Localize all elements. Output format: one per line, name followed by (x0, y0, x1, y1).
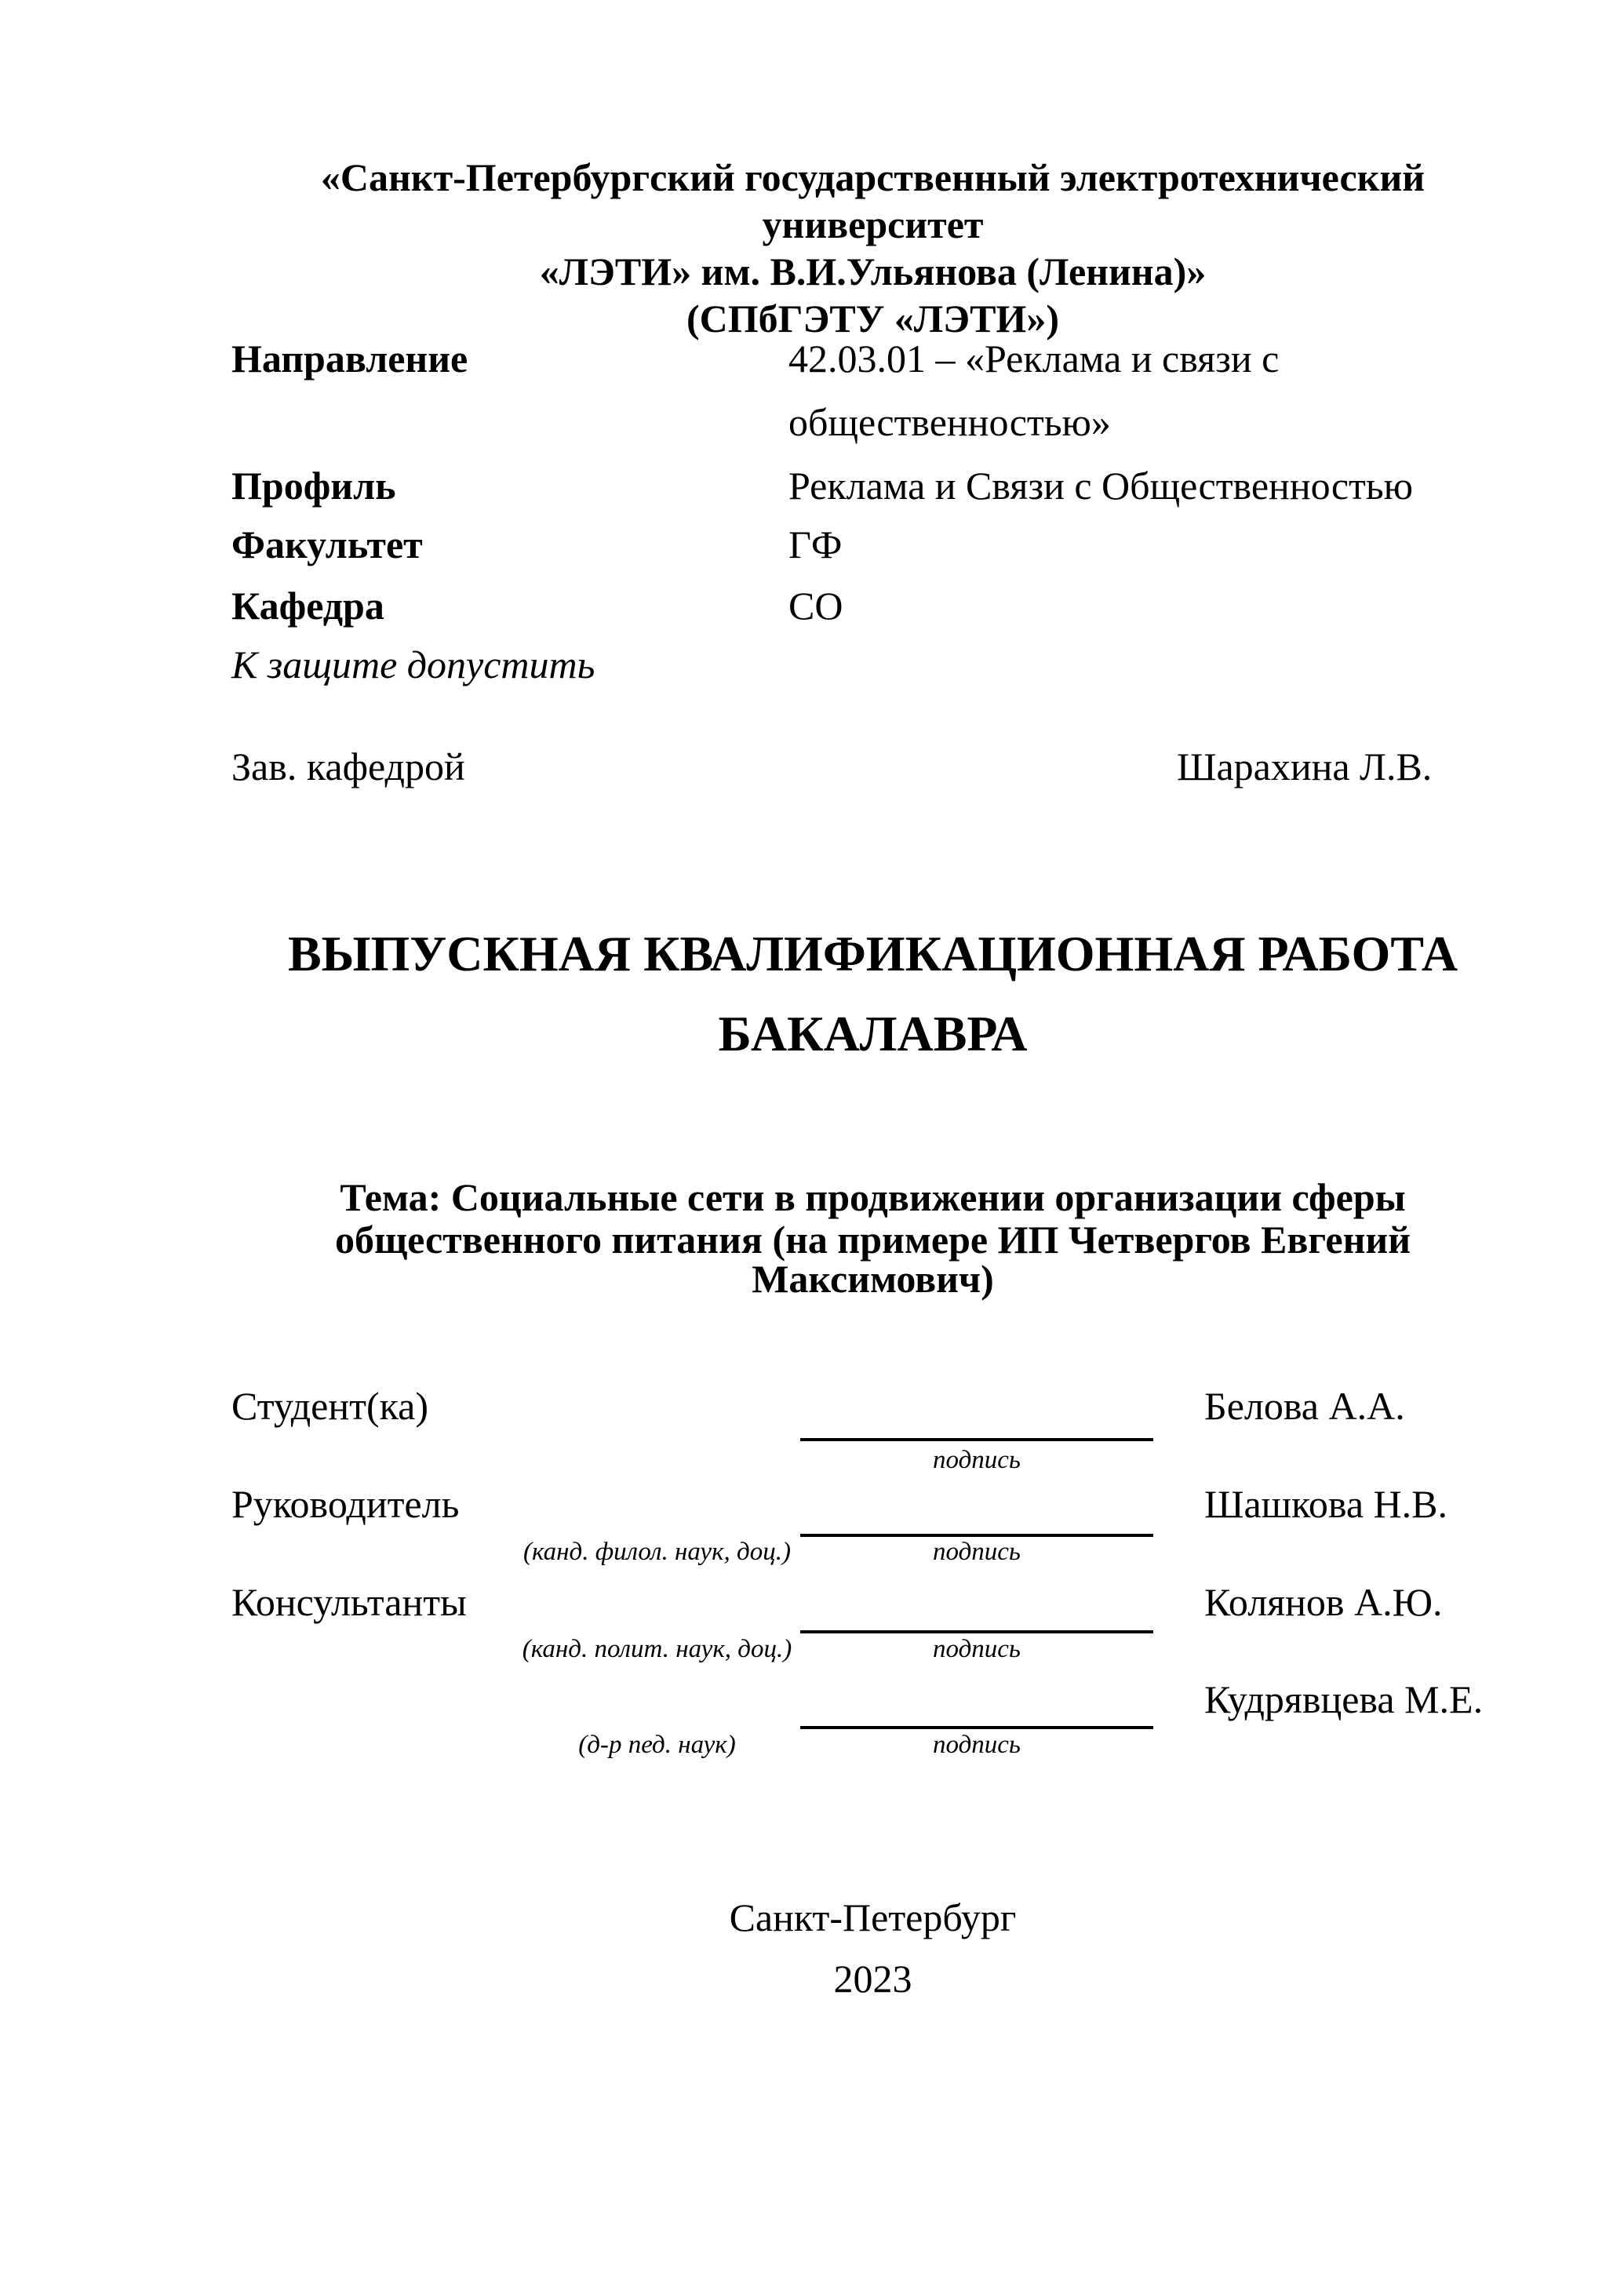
university-name-line2: «ЛЭТИ» им. В.И.Ульянова (Ленина)» (539, 249, 1207, 293)
year-line: 2023 (833, 1957, 912, 2001)
university-name-line1: «Санкт-Петербургский государственный электротехнический университет (320, 155, 1426, 246)
direction-label: Направление (231, 337, 468, 381)
supervisor-name: Шашкова Н.В. (1204, 1482, 1447, 1526)
consultant1-degree-note: (канд. полит. наук, доц.) (522, 1635, 792, 1663)
consultant2-signature-caption: подпись (933, 1731, 1021, 1759)
consultant2-degree-note: (д-р пед. наук) (578, 1731, 736, 1759)
consultant2-name: Кудрявцева М.Е. (1204, 1677, 1484, 1721)
university-header (231, 154, 1514, 342)
topic-line2: общественного питания (на примере ИП Четвергов Евгений Максимович) (334, 1218, 1411, 1301)
document-title-line2: БАКАЛАВРА (718, 1006, 1028, 1061)
supervisor-label: Руководитель (231, 1482, 460, 1526)
university-name-line3: (СПбГЭТУ «ЛЭТИ») (686, 297, 1059, 340)
consultants-label: Консультанты (231, 1580, 467, 1624)
profile-label: Профиль (231, 464, 396, 508)
document-title-line1: ВЫПУСКНАЯ КВАЛИФИКАЦИОННАЯ РАБОТА (287, 926, 1458, 981)
admit-to-defense-line: К защите допустить (231, 643, 595, 686)
supervisor-signature-caption: подпись (933, 1538, 1021, 1566)
city-line: Санкт-Петербург (729, 1895, 1017, 1939)
department-label: Кафедра (231, 584, 384, 628)
head-of-department-label: Зав. кафедрой (231, 745, 465, 788)
direction-value-line1: 42.03.01 – «Реклама и связи с (788, 337, 1280, 381)
direction-value-line2: общественностью» (788, 400, 1111, 444)
student-name: Белова А.А. (1204, 1384, 1405, 1428)
faculty-value: ГФ (788, 523, 843, 566)
profile-value: Реклама и Связи с Общественностью (788, 464, 1414, 508)
student-label: Студент(ка) (231, 1384, 429, 1428)
student-signature-line (800, 1438, 1153, 1441)
department-value: СО (788, 584, 843, 628)
supervisor-signature-line (800, 1534, 1153, 1537)
consultant1-signature-caption: подпись (933, 1635, 1021, 1663)
consultant1-signature-line (800, 1630, 1153, 1633)
supervisor-degree-note: (канд. филол. наук, доц.) (523, 1538, 791, 1566)
faculty-label: Факультет (231, 523, 423, 566)
student-signature-caption: подпись (933, 1446, 1021, 1474)
consultant1-name: Колянов А.Ю. (1204, 1580, 1443, 1624)
head-of-department-name: Шарахина Л.В. (1177, 745, 1433, 788)
topic-line1: Тема: Социальные сети в продвижении организации сферы (340, 1175, 1406, 1219)
consultant2-signature-line (800, 1726, 1153, 1729)
